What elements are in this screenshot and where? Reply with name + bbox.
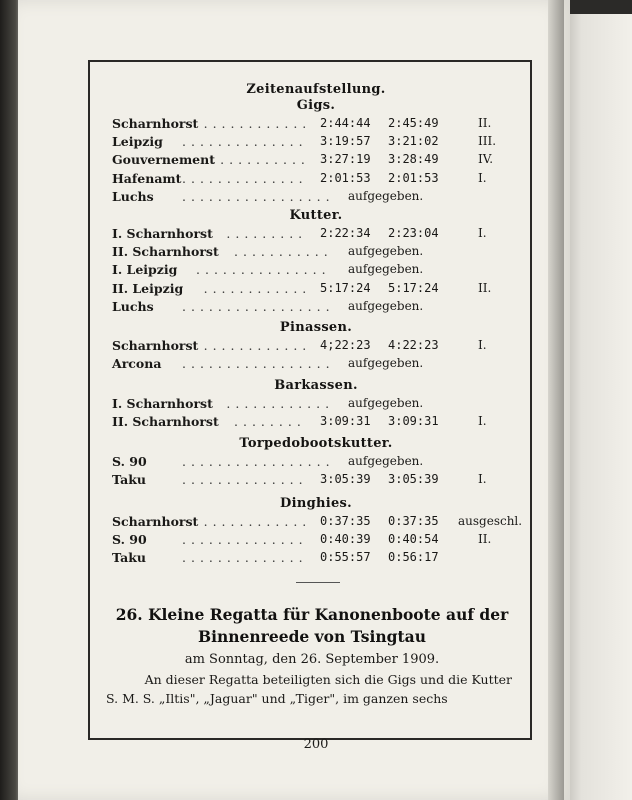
table-row — [112, 396, 522, 414]
boat-name: S. 90 — [112, 454, 147, 469]
boat-name: Scharnhorst — [112, 116, 199, 131]
boat-name: Taku — [112, 472, 146, 488]
leader-dots: ........... — [211, 152, 310, 168]
table-row — [112, 356, 522, 374]
leader-dots: ............ — [226, 396, 335, 411]
time-corrected: 0:37:35 — [388, 514, 439, 528]
next-page-edge — [560, 14, 632, 800]
table-row — [112, 472, 522, 490]
time-corrected: 4:22:23 — [388, 338, 439, 352]
time-sailed: 2:01:53 — [320, 170, 371, 185]
table-row — [112, 550, 522, 568]
time-corrected: 0:40:54 — [388, 532, 439, 547]
time-sailed: 0:40:39 — [320, 532, 371, 547]
time-sailed: 2:22:34 — [320, 226, 371, 240]
page-number: 200 — [303, 737, 329, 752]
leader-dots: ............... — [196, 262, 331, 278]
section-title: Barkassen. — [274, 378, 358, 393]
table-row — [112, 116, 522, 134]
table-row — [112, 262, 522, 280]
table-row — [112, 514, 522, 532]
leader-dots: .............. — [182, 472, 308, 488]
time-sailed: 4;22:23 — [320, 338, 371, 352]
time-sailed: 0:55:57 — [320, 550, 371, 565]
time-sailed: 2:44:44 — [320, 116, 371, 130]
boat-name: Luchs — [112, 298, 154, 314]
leader-dots: .............. — [182, 532, 308, 548]
boat-name: Hafenamt — [112, 170, 182, 186]
leader-dots: ............ — [203, 338, 312, 353]
placement: I. — [478, 338, 487, 352]
regatta-text-line2: S. M. S. „Iltis", „Jaguar" und „Tiger", im ganzen sechs — [106, 691, 448, 706]
status-text: aufgegeben. — [348, 396, 424, 410]
table-row — [112, 189, 522, 207]
time-sailed: 5:17:24 — [320, 280, 371, 295]
time-sailed: 0:37:35 — [320, 514, 371, 528]
status-text: aufgegeben. — [348, 356, 424, 371]
time-corrected: 2:45:49 — [388, 116, 439, 130]
leader-dots: ................. — [182, 298, 335, 314]
placement: II. — [478, 280, 492, 295]
leader-dots: .............. — [182, 134, 308, 150]
time-sailed: 3:09:31 — [320, 414, 371, 429]
leader-dots: ......... — [226, 226, 308, 241]
status-text: aufgegeben. — [348, 298, 424, 313]
status-text: aufgegeben. — [348, 454, 424, 468]
boat-name: II. Scharnhorst — [112, 414, 219, 430]
leader-dots: .............. — [182, 170, 308, 186]
table-row — [112, 134, 522, 152]
placement: ausgeschl. — [458, 514, 523, 528]
boat-name: Gouvernement — [112, 152, 215, 168]
boat-name: Taku — [112, 550, 146, 566]
placement: I. — [478, 414, 487, 429]
boat-name: Leipzig — [112, 134, 163, 150]
placement: II. — [478, 116, 492, 130]
placement: II. — [478, 532, 492, 547]
time-corrected: 3:21:02 — [388, 134, 439, 149]
section-title: Kutter. — [289, 208, 343, 223]
time-sailed: 3:05:39 — [320, 472, 371, 487]
time-corrected: 3:05:39 — [388, 472, 439, 487]
leader-dots: ............ — [203, 280, 312, 296]
leader-dots: ........ — [234, 414, 306, 430]
boat-name: Scharnhorst — [112, 514, 199, 529]
table-row — [112, 532, 522, 550]
section-title: Gigs. — [296, 98, 336, 113]
section-title: Pinassen. — [279, 320, 353, 335]
section-title: Dinghies. — [280, 496, 352, 511]
regatta-date-line: am Sonntag, den 26. September 1909. — [184, 652, 440, 667]
placement: I. — [478, 226, 487, 240]
section-divider — [296, 582, 340, 583]
boat-name: I. Scharnhorst — [112, 226, 213, 241]
regatta-heading-line2: Binnenreede von Tsingtau — [198, 627, 426, 646]
table-title: Zeitenaufstellung. — [246, 82, 386, 97]
time-corrected: 2:23:04 — [388, 226, 439, 240]
boat-name: Scharnhorst — [112, 338, 199, 353]
leader-dots: ............ — [203, 116, 312, 131]
time-corrected: 5:17:24 — [388, 280, 439, 295]
leader-dots: ................. — [182, 188, 335, 204]
placement: III. — [478, 134, 497, 149]
leader-dots: ................. — [182, 454, 335, 469]
table-row — [112, 281, 522, 299]
time-corrected: 2:01:53 — [388, 170, 439, 185]
boat-name: Luchs — [112, 188, 154, 204]
placement: IV. — [478, 152, 494, 167]
boat-name: I. Leipzig — [112, 262, 178, 278]
boat-name: II. Scharnhorst — [112, 244, 219, 260]
status-text: aufgegeben. — [348, 262, 424, 277]
leader-dots: ................. — [182, 356, 335, 372]
placement: I. — [478, 472, 487, 487]
time-corrected: 3:09:31 — [388, 414, 439, 429]
table-row — [112, 414, 522, 432]
time-corrected: 0:56:17 — [388, 550, 439, 565]
regatta-text-line1: An dieser Regatta beteiligten sich die Gigs und die Kutter — [144, 672, 512, 687]
boat-name: S. 90 — [112, 532, 147, 548]
table-row — [112, 454, 522, 472]
placement: I. — [478, 170, 487, 185]
time-sailed: 3:27:19 — [320, 152, 371, 167]
boat-name: II. Leipzig — [112, 280, 184, 296]
table-row — [112, 171, 522, 189]
table-row — [112, 244, 522, 262]
leader-dots: ............ — [203, 514, 312, 529]
time-corrected: 3:28:49 — [388, 152, 439, 167]
time-sailed: 3:19:57 — [320, 134, 371, 149]
table-row — [112, 338, 522, 356]
table-row — [112, 152, 522, 170]
boat-name: Arcona — [112, 356, 162, 372]
section-title: Torpedobootskutter. — [239, 436, 393, 451]
status-text: aufgegeben. — [348, 244, 424, 259]
leader-dots: ........... — [234, 244, 333, 260]
boat-name: I. Scharnhorst — [112, 396, 213, 411]
page-fold-edge — [548, 0, 564, 800]
leader-dots: .............. — [182, 550, 308, 566]
status-text: aufgegeben. — [348, 188, 424, 203]
table-row — [112, 226, 522, 244]
regatta-heading-line1: 26. Kleine Regatta für Kanonenboote auf der — [115, 605, 509, 624]
table-row — [112, 299, 522, 317]
